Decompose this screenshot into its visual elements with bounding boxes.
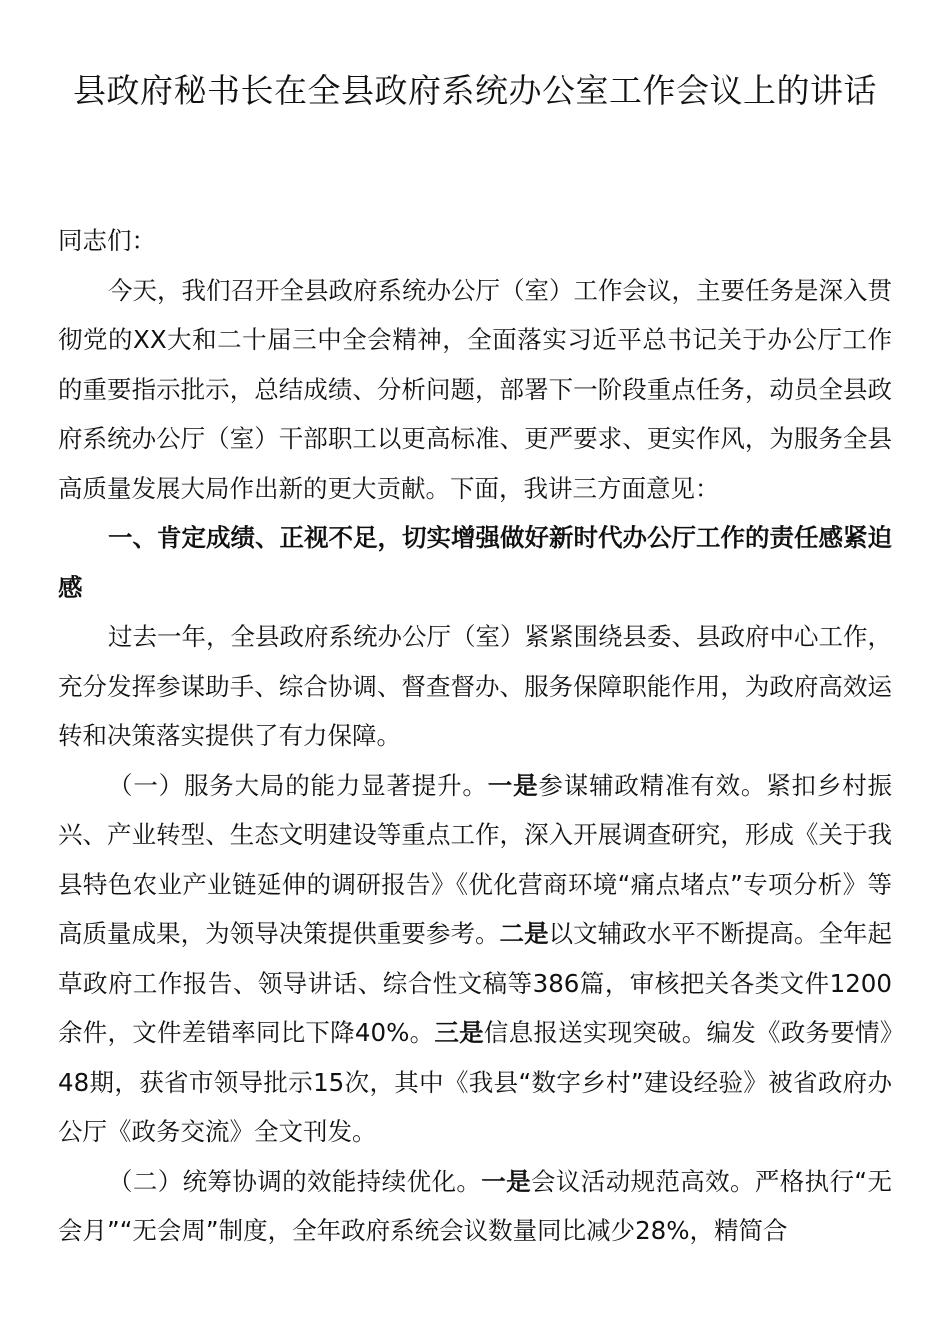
point-marker-3: 三是 bbox=[434, 1018, 484, 1047]
point-text-3: 信息报送实现突破。编发《政务要情》48期，获省市领导批示15次，其中《我县“数字乡村”建设经验》被省政府办公厅《政务交流》全文刊发。 bbox=[58, 1018, 892, 1146]
document-title: 县政府秘书长在全县政府系统办公室工作会议上的讲话 bbox=[73, 71, 877, 110]
section-heading-1: 一、肯定成绩、正视不足，切实增强做好新时代办公厅工作的责任感紧迫感 bbox=[58, 523, 892, 602]
point-text-1: 参谋辅政精准有效。紧扣乡村振兴、产业转型、生态文明建设等重点工作，深入开展调查研究，形成《关于我县特色农业产业链延伸的调研报告》《优化营商环境“痛点堵点”专项分析》等高质量成果，为领导决策提供重要参考。 bbox=[58, 770, 893, 948]
point-text-2: 以文辅政水平不断提高。全年起草政府工作报告、领导讲话、综合性文稿等386篇，审核把关各类文件1200余件，文件差错率同比下降40%。 bbox=[58, 919, 893, 1047]
paragraph-capability bbox=[58, 761, 892, 1157]
document-body bbox=[58, 216, 892, 1256]
point-marker-2: 二是 bbox=[499, 919, 549, 948]
subheading-capability: （一）服务大局的能力显著提升。 bbox=[108, 770, 488, 800]
paragraph-coordination bbox=[58, 1157, 892, 1256]
point-marker-4: 一是 bbox=[481, 1166, 531, 1196]
point-marker-1: 一是 bbox=[487, 770, 539, 800]
salutation: 同志们： bbox=[58, 226, 156, 255]
subheading-coordination: （二）统筹协调的效能持续优化。 bbox=[108, 1166, 482, 1196]
point-text-4: 会议活动规范高效。严格执行“无会月”“无会周”制度，全年政府系统会议数量同比减少28%，精简合 bbox=[58, 1166, 893, 1245]
paragraph-intro: 今天，我们召开全县政府系统办公厅（室）工作会议，主要任务是深入贯彻党的XX大和二十届三中全会精神，全面落实习近平总书记关于办公厅工作的重要指示批示，总结成绩、分析问题，部署下一阶段重点任务，动员全县政府系统办公厅（室）干部职工以更高标准、更严要求、更实作风，为服务全县高质量发展大局作出新的更大贡献。下面，我讲三方面意见： bbox=[58, 275, 892, 503]
paragraph-review: 过去一年，全县政府系统办公厅（室）紧紧围绕县委、县政府中心工作，充分发挥参谋助手、综合协调、督查督办、服务保障职能作用，为政府高效运转和决策落实提供了有力保障。 bbox=[58, 622, 892, 750]
